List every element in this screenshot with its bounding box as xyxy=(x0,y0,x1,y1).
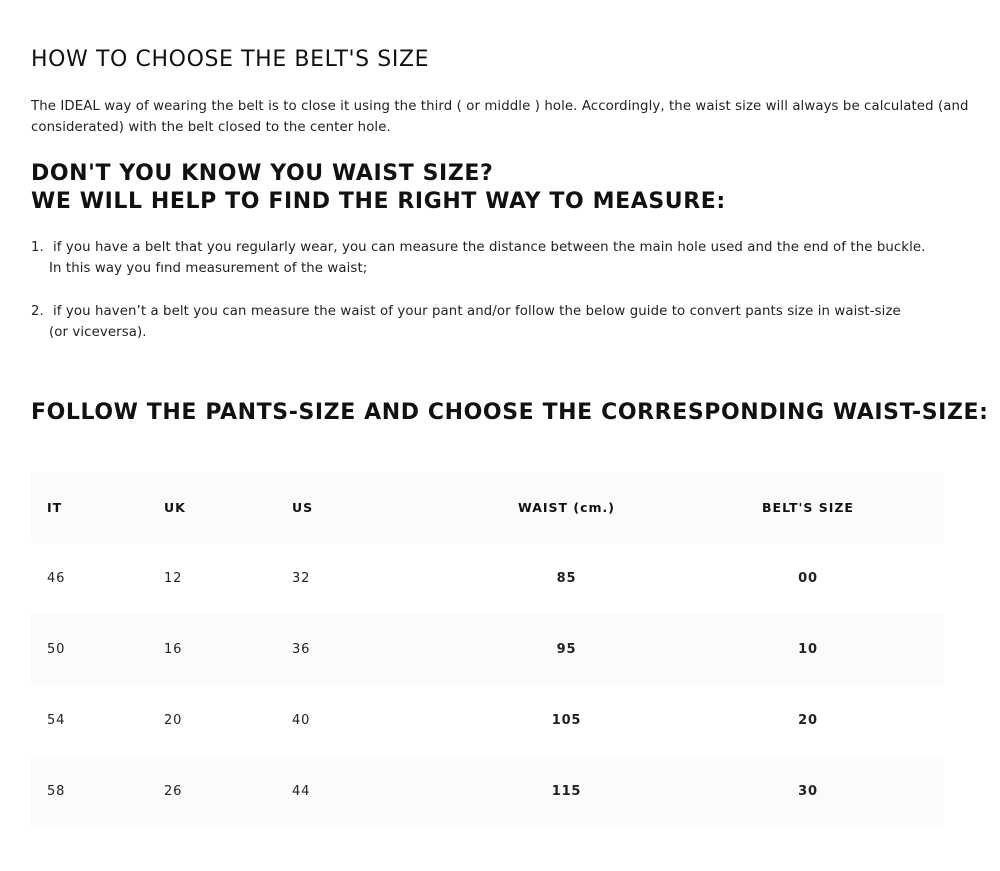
table-row xyxy=(31,543,944,614)
cell-uk: 12 xyxy=(164,571,183,586)
step-text-line2: (or viceversa). xyxy=(49,325,147,340)
cell-it: 50 xyxy=(47,642,66,657)
table-heading: FOLLOW THE PANTS-SIZE AND CHOOSE THE CORRESPONDING WAIST-SIZE: xyxy=(31,400,989,425)
table-row xyxy=(31,614,944,685)
header-uk: UK xyxy=(164,500,186,515)
header-it: IT xyxy=(47,500,63,515)
size-table xyxy=(31,472,944,827)
cell-waist: 105 xyxy=(551,713,582,728)
cell-waist: 115 xyxy=(551,784,582,799)
cell-waist: 95 xyxy=(556,642,577,657)
table-row xyxy=(31,756,944,827)
measure-heading-line1: DON'T YOU KNOW YOU WAIST SIZE? xyxy=(31,161,494,186)
cell-uk: 20 xyxy=(164,713,183,728)
cell-belt-size: 20 xyxy=(798,713,818,728)
step-2 xyxy=(31,301,981,343)
measure-steps xyxy=(31,237,981,343)
cell-waist: 85 xyxy=(556,571,577,586)
cell-it: 58 xyxy=(47,784,66,799)
step-text xyxy=(49,301,981,343)
cell-uk: 16 xyxy=(164,642,183,657)
cell-belt-size: 10 xyxy=(798,642,818,657)
cell-us: 44 xyxy=(292,784,311,799)
step-number: 1. xyxy=(31,240,44,255)
cell-belt-size: 00 xyxy=(798,571,818,586)
cell-it: 54 xyxy=(47,713,66,728)
table-row xyxy=(31,685,944,756)
header-belt-size: BELT'S SIZE xyxy=(762,500,854,515)
step-text-line2: In this way you fınd measurement of the waist; xyxy=(49,261,368,276)
header-waist: WAIST (cm.) xyxy=(517,500,616,515)
cell-it: 46 xyxy=(47,571,66,586)
cell-uk: 26 xyxy=(164,784,183,799)
cell-us: 36 xyxy=(292,642,311,657)
step-text-line1: if you haven’t a belt you can measure the waist of your pant and/or follow the below guide to convert pants size in waist-size xyxy=(53,304,901,319)
step-text-line1: if you have a belt that you regularly wear, you can measure the distance between the main hole used and the end of the buckle. xyxy=(53,240,926,255)
cell-us: 32 xyxy=(292,571,311,586)
header-us: US xyxy=(292,500,314,515)
step-number: 2. xyxy=(31,304,44,319)
step-text xyxy=(49,237,981,279)
cell-belt-size: 30 xyxy=(798,784,818,799)
cell-us: 40 xyxy=(292,713,311,728)
intro-paragraph: The IDEAL way of wearing the belt is to close it using the third ( or middle ) hole. Accordingly, the waist size will always be calculated (and considerated) with the belt closed to the center hole. xyxy=(31,99,969,135)
table-header-row xyxy=(31,472,944,543)
page-title: HOW TO CHOOSE THE BELT'S SIZE xyxy=(31,47,430,72)
step-1 xyxy=(31,237,981,279)
measure-heading xyxy=(31,160,726,216)
measure-heading-line2: WE WILL HELP TO FIND THE RIGHT WAY TO MEASURE: xyxy=(31,189,726,214)
